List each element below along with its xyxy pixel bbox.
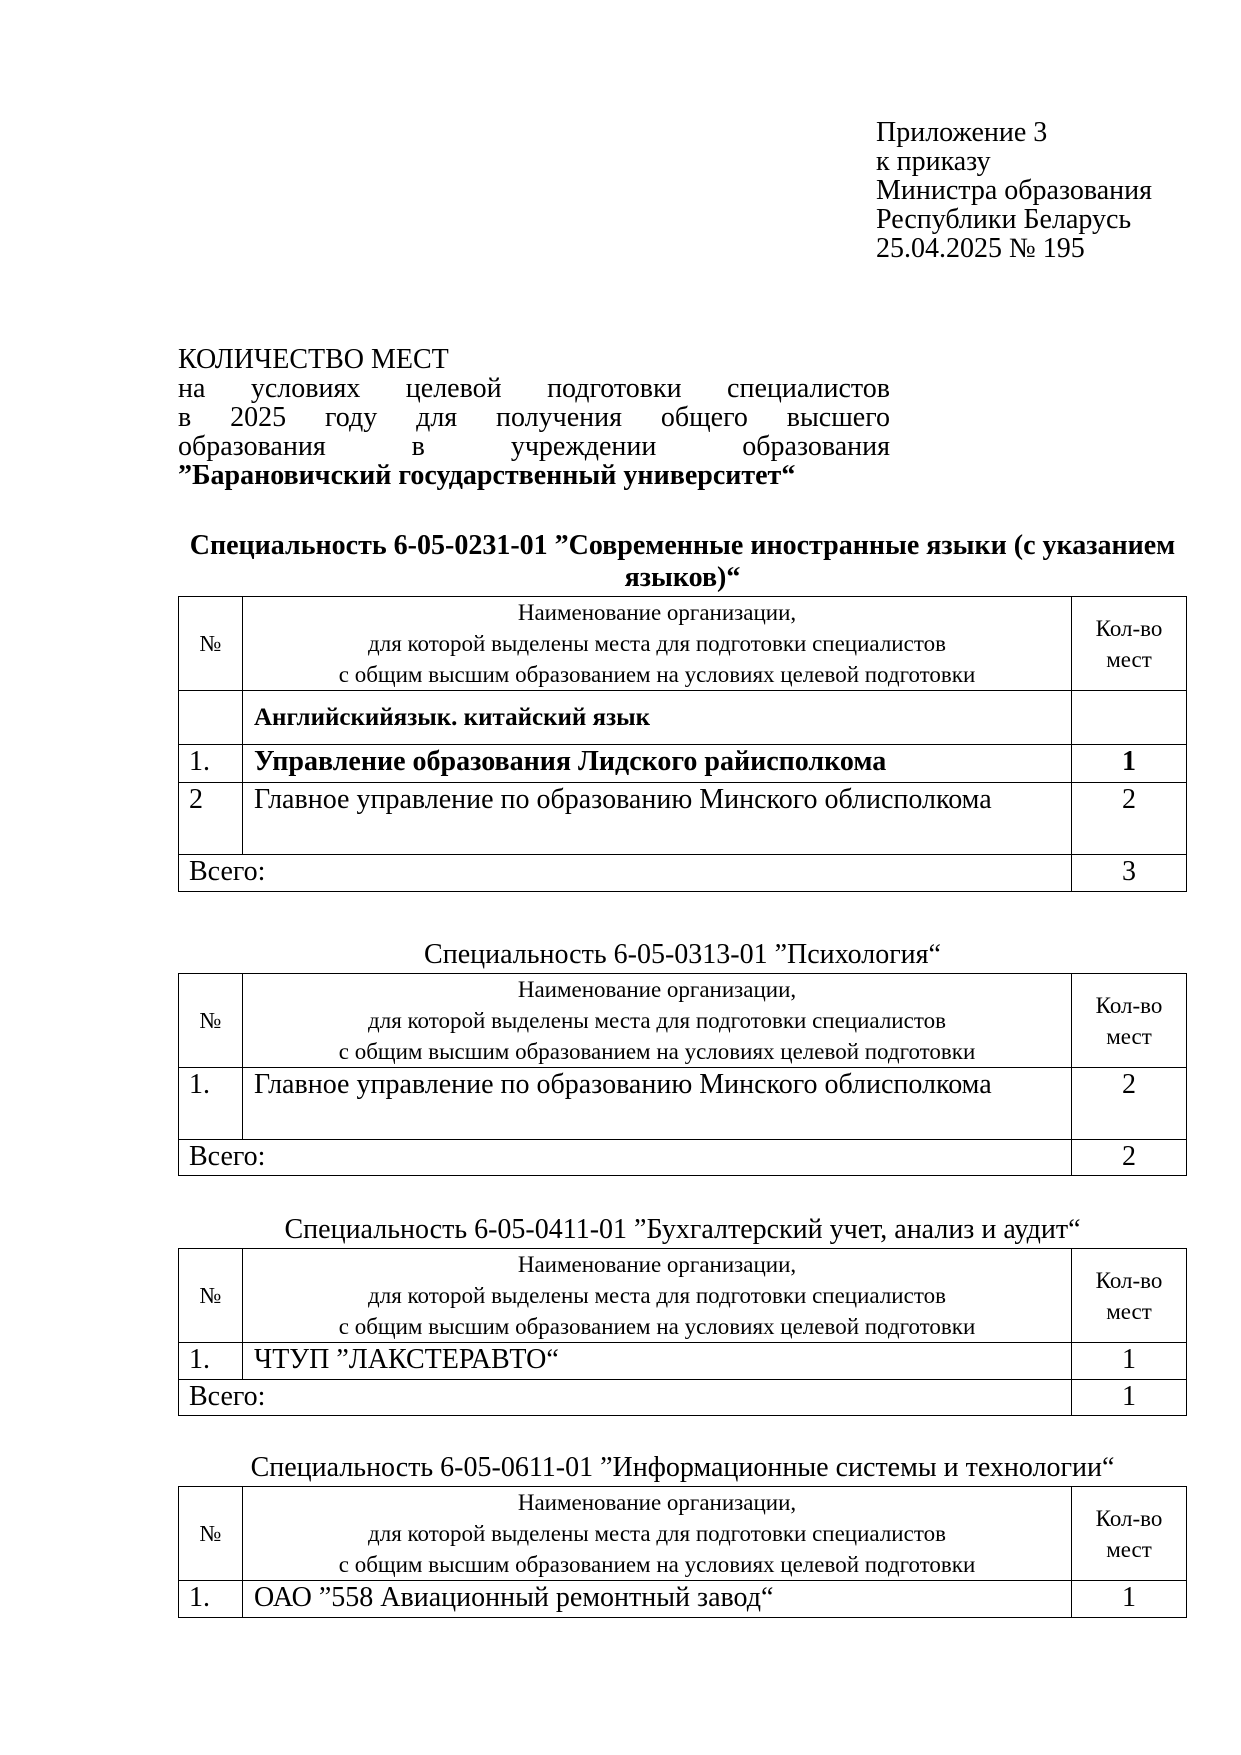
specialty-section <box>178 530 1187 892</box>
row-num: 1. <box>179 1343 243 1380</box>
row-num: 1. <box>179 745 243 783</box>
specialty-section <box>178 1452 1187 1618</box>
row-org-name: Главное управление по образованию Минского облисполкома <box>243 783 1072 855</box>
row-org-name: ЧТУП ”ЛАКСТЕРАВТО“ <box>243 1343 1072 1380</box>
row-qty: 2 <box>1072 1068 1187 1140</box>
table-header-row <box>179 597 1187 691</box>
appendix-line: Приложение 3 <box>876 117 1048 148</box>
row-qty: 1 <box>1072 745 1187 783</box>
allocation-table <box>178 1248 1187 1416</box>
row-qty: 1 <box>1072 1343 1187 1380</box>
appendix-block <box>876 118 1152 263</box>
row-org-name: ОАО ”558 Авиационный ремонтный завод“ <box>243 1581 1072 1618</box>
specialty-title: Специальность 6-05-0611-01 ”Информационные системы и технологии“ <box>250 1452 1115 1483</box>
header-org: Наименование организации, для которой выделены места для подготовки специалистов с общим высшим образованием на условиях целевой подготовки <box>243 1249 1072 1343</box>
allocation-table <box>178 973 1187 1176</box>
heading-line: в 2025 году для получения общего высшего <box>178 402 890 433</box>
total-label: Всего: <box>179 855 1072 892</box>
header-num: № <box>179 974 243 1068</box>
appendix-line: Министра образования <box>876 175 1152 206</box>
specialty-section <box>178 1214 1187 1416</box>
university-name: ”Барановичский государственный университет“ <box>178 460 796 491</box>
specialty-title: Специальность 6-05-0411-01 ”Бухгалтерский учет, анализ и аудит“ <box>284 1214 1081 1245</box>
table-total-row <box>179 855 1187 892</box>
row-qty: 1 <box>1072 1581 1187 1618</box>
header-num: № <box>179 1249 243 1343</box>
header-num: № <box>179 1487 243 1581</box>
table-header-row <box>179 1487 1187 1581</box>
table-row <box>179 1581 1187 1618</box>
table-row <box>179 1068 1187 1140</box>
language-subheader: Английскийязык. китайский язык <box>243 691 1072 745</box>
header-org: Наименование организации, для которой выделены места для подготовки специалистов с общим высшим образованием на условиях целевой подготовки <box>243 597 1072 691</box>
table-row <box>179 745 1187 783</box>
heading-line: на условиях целевой подготовки специалистов <box>178 373 890 404</box>
specialty-title: Специальность 6-05-0313-01 ”Психология“ <box>424 939 941 970</box>
total-label: Всего: <box>179 1140 1072 1176</box>
total-value: 1 <box>1072 1380 1187 1416</box>
table-header-row <box>179 974 1187 1068</box>
appendix-line: Республики Беларусь <box>876 204 1132 235</box>
table-row <box>179 1343 1187 1380</box>
table-total-row <box>179 1380 1187 1416</box>
header-num: № <box>179 597 243 691</box>
header-qty: Кол-во мест <box>1072 1249 1187 1343</box>
allocation-table <box>178 596 1187 892</box>
header-org: Наименование организации, для которой выделены места для подготовки специалистов с общим высшим образованием на условиях целевой подготовки <box>243 1487 1072 1581</box>
appendix-line: 25.04.2025 № 195 <box>876 233 1085 264</box>
allocation-table <box>178 1486 1187 1618</box>
row-qty: 2 <box>1072 783 1187 855</box>
total-value: 3 <box>1072 855 1187 892</box>
row-org-name: Главное управление по образованию Минского облисполкома <box>243 1068 1072 1140</box>
header-qty: Кол-во мест <box>1072 1487 1187 1581</box>
table-header-row <box>179 1249 1187 1343</box>
table-total-row <box>179 1140 1187 1176</box>
row-num: 1. <box>179 1581 243 1618</box>
row-org-name: Управление образования Лидского райисполкома <box>243 745 1072 783</box>
header-qty: Кол-во мест <box>1072 597 1187 691</box>
appendix-line: к приказу <box>876 146 991 177</box>
specialty-section <box>178 939 1187 1176</box>
document-title: КОЛИЧЕСТВО МЕСТ <box>178 344 449 375</box>
row-num: 2 <box>179 783 243 855</box>
table-subheader-row <box>179 691 1187 745</box>
total-value: 2 <box>1072 1140 1187 1176</box>
document-heading <box>178 345 890 490</box>
header-qty: Кол-во мест <box>1072 974 1187 1068</box>
heading-line: образования в учреждении образования <box>178 431 890 462</box>
header-org: Наименование организации, для которой выделены места для подготовки специалистов с общим высшим образованием на условиях целевой подготовки <box>243 974 1072 1068</box>
row-num: 1. <box>179 1068 243 1140</box>
total-label: Всего: <box>179 1380 1072 1416</box>
table-row <box>179 783 1187 855</box>
specialty-title: Специальность 6-05-0231-01 ”Современные иностранные языки (с указанием языков)“ <box>189 530 1176 593</box>
